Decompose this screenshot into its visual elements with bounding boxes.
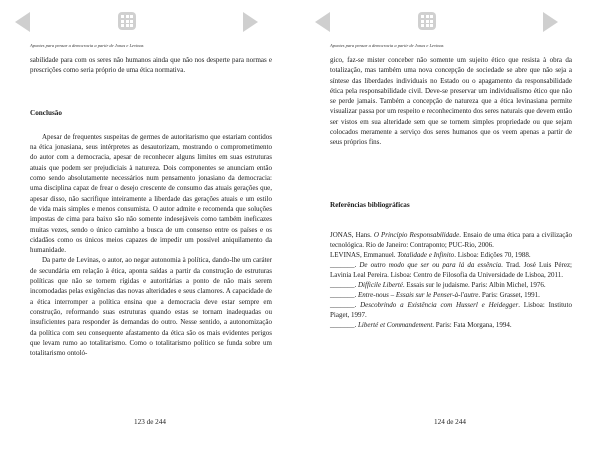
reference-details: . Lisboa: Instituto Piaget, 1997. bbox=[330, 300, 572, 319]
next-page-arrow-icon[interactable] bbox=[243, 12, 258, 32]
grid-view-icon[interactable] bbox=[118, 12, 136, 30]
grid-view-icon[interactable] bbox=[418, 12, 436, 30]
right-page bbox=[300, 0, 600, 450]
references-list bbox=[330, 230, 572, 330]
reference-title: Totalidade e Infinito bbox=[397, 250, 455, 259]
reference-author: LEVINAS, Emmanuel. bbox=[330, 250, 398, 259]
body-paragraph: Da parte de Levinas, o autor, ao negar autonomia à política, dando-lhe um caráter de secundária em relação à ética, aponta saídas a partir da construção de estruturas políticas que não se tornem rígidas e autoritárias a ponto de não mais serem incomodadas pelas exigências das novas alteridades e seus clamores. A capacidade de a ética interromper a política ensina que a democracia deve estar sempre em construção, reformando suas estruturas quando estas se tornam inadequadas ou insuficientes para responder às demandas do outro. Nesse sentido, a autonomização da política com seu consequente afastamento da ética são os mais evidentes perigos que levam rumo ao totalitarismo. Como o totalitarismo político se funda sobre um totalitarismo ontoló- bbox=[30, 256, 272, 358]
reference-author: _______. bbox=[330, 320, 358, 329]
reference-details: . Essais sur le judaisme. Paris: Albin Michel, 1976. bbox=[402, 280, 546, 289]
page-number: 124 de 244 bbox=[434, 418, 466, 426]
reference-title: De outro modo que ser ou para lá da essência bbox=[359, 260, 502, 269]
running-head: Apontes para pensar a democracia a partir de Jonas e Levinas bbox=[330, 43, 444, 48]
reference-title: Liberté et Commandement bbox=[358, 320, 433, 329]
section-heading-conclusao: Conclusão bbox=[30, 108, 62, 117]
page-number: 123 de 244 bbox=[134, 418, 166, 426]
reference-entry bbox=[330, 280, 572, 290]
reference-details: . Paris: Fata Morgana, 1994. bbox=[432, 320, 512, 329]
right-page-body bbox=[330, 55, 572, 330]
reference-details: . Lisboa: Edições 70, 1988. bbox=[454, 250, 531, 259]
reference-title: O Princípio Responsabilidade bbox=[373, 230, 460, 239]
reference-details: . Ensaio de uma ética para a civilização tecnológica. Rio de Janeiro: Contraponto; PUC-Rio, 2006. bbox=[330, 230, 572, 249]
reference-author: JONAS, Hans. bbox=[330, 230, 374, 239]
reference-entry bbox=[330, 250, 572, 260]
section-heading-references: Referências bibliográficas bbox=[330, 200, 410, 209]
previous-page-arrow-icon[interactable] bbox=[15, 12, 30, 32]
body-paragraph: Apesar de frequentes suspeitas de germes de autoritarismo que estariam contidos na ética jonasiana, seus intérpretes as desautorizam, mostrando o comprometimento do autor com a democracia, apesar de reconhecer alguns limites em suas estruturas atuais que podem ser prejudiciais à natureza. Dois componentes se anunciam então como sendo absolutamente necessários num pensamento jonasiano da democracia: uma disciplina capaz de frear o desejo crescente de consumo das atuais gerações que, apesar disso, não sacrifique inteiramente a liberdade das gerações atuais e um estilo de vida mais simples e menos consumista. O autor admite e recomenda que soluções impostas de cima para baixo são não somente indesejáveis como também ineficazes muitas vezes, sendo o único caminho a busca de um consenso entre os países e os cidadãos como os únicos meios capazes de impedir um possível aniquilamento da humanidade. bbox=[30, 132, 272, 255]
reference-title: Entre-nous – Essais sur le Penser-à-l'autre bbox=[358, 290, 479, 299]
left-page-body bbox=[30, 55, 272, 358]
reference-author: _______. bbox=[330, 290, 358, 299]
reference-entry bbox=[330, 260, 572, 280]
reference-details: . Trad. José Luis Pérez; Lavinia Leal Pereira. Lisboa: Centro de Filosofia da Universidade de Lisboa, 2011. bbox=[330, 260, 572, 279]
reference-entry bbox=[330, 290, 572, 300]
reference-author: _______. bbox=[330, 260, 360, 269]
reference-entry bbox=[330, 320, 572, 330]
reference-author: _______. bbox=[330, 280, 358, 289]
body-paragraph: gico, faz-se mister conceber não somente um sujeito ético que resista à obra da totalização, mas também uma nova concepção de sociedade se abre que não seja a síntese das liberdades individuais no Estado ou o apagamento da responsabilidade ética pela responsabilidade civil. Deve-se preservar um individualismo ético que não se perde jamais. Também a concepção de natureza que a ética levinasiana permite visualizar passa por um respeito e reconhecimento dos seres naturais que devem então ser vistos em sua alteridade sem que se tornem simples propriedade ou que sejam colocados meramente a serviço dos seres humanos que os veem apenas a partir de seus próprios fins. bbox=[330, 56, 572, 147]
running-head: Apontes para pensar a democracia a partir de Jonas e Levinas bbox=[30, 43, 144, 48]
reference-entry bbox=[330, 300, 572, 320]
reference-title: Difficile Liberté bbox=[358, 280, 403, 289]
reference-entry bbox=[330, 230, 572, 250]
reference-title: Descobrindo a Existência com Husserl e Heidegger bbox=[360, 300, 519, 309]
reference-author: _______. bbox=[330, 300, 361, 309]
next-page-arrow-icon[interactable] bbox=[543, 12, 558, 32]
reference-details: . Paris: Grasset, 1991. bbox=[478, 290, 540, 299]
intro-paragraph: sabilidade para com os seres não humanos ainda que não nos desperte para normas e prescrições como seria próprio de uma ética normativa. bbox=[30, 56, 272, 75]
previous-page-arrow-icon[interactable] bbox=[315, 12, 330, 32]
